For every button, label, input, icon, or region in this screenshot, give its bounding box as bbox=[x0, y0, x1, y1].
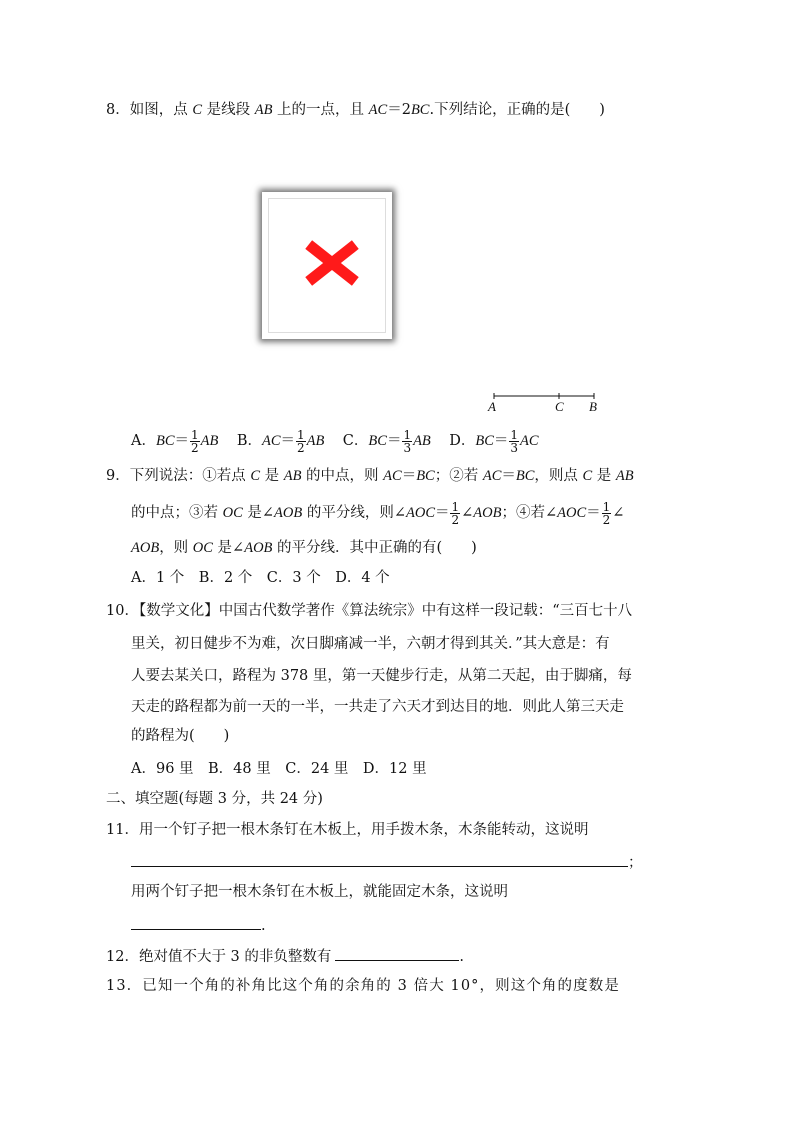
segment-figure bbox=[488, 390, 600, 404]
q11-line1: 11．用一个钉子把一根木条钉在木板上，用手拨木条，木条能转动，这说明 bbox=[106, 822, 589, 838]
q11-blank1-line: ； bbox=[131, 852, 643, 873]
q10-number: 10． bbox=[106, 603, 139, 619]
q12-line: 12．绝对值不大于 3 的非负整数有 . bbox=[106, 946, 464, 967]
q11-line2: 用两个钉子把一根木条钉在木板上，就能固定木条，这说明 bbox=[131, 884, 508, 900]
q13-number: 13． bbox=[106, 978, 143, 994]
option-d: D．BC＝ $\frac{1}{3}$ AC bbox=[449, 427, 539, 455]
q8-stem: 8．如图，点 C 是线段 AB 上的一点，且 AC＝2BC.下列结论，正确的是( ) bbox=[106, 102, 605, 118]
q10-line5: 的路程为( ) bbox=[131, 728, 230, 744]
q10-line2: 里关，初日健步不为难，次日脚痛减一半，六朝才得到其关．”其大意是：有 bbox=[131, 636, 610, 652]
q11-number: 11． bbox=[106, 822, 139, 838]
q9-line2: 的中点；③若 OC 是∠AOB 的平分线，则∠AOC＝ $\frac{1}{2}$ ∠AOB；④若∠AOC＝ $\frac{1}{2}$ ∠ bbox=[131, 499, 625, 527]
q10-line1: 10．【数学文化】中国古代数学著作《算法统宗》中有这样一段记载：“三百七十八 bbox=[106, 603, 633, 619]
q8-options bbox=[131, 428, 539, 454]
q11-blank2-line: . bbox=[131, 915, 266, 936]
section-title: 二、填空题(每题 3 分，共 24 分) bbox=[106, 791, 323, 807]
q12-number: 12． bbox=[106, 949, 139, 965]
q10-line3: 人要去某关口，路程为 378 里，第一天健步行走，从第二天起，由于脚痛，每 bbox=[131, 668, 632, 684]
option-a: A．BC＝ $\frac{1}{2}$ AB bbox=[131, 427, 219, 455]
option-c: C．BC＝ $\frac{1}{3}$ AB bbox=[342, 427, 431, 455]
q10-options: A．96 里 B．48 里 C．24 里 D．12 里 bbox=[131, 761, 427, 777]
q9-number: 9． bbox=[106, 468, 130, 484]
answer-blank-3[interactable] bbox=[335, 946, 459, 961]
q10-line4: 天走的路程都为前一天的一半，一共走了六天才到达目的地．则此人第三天走 bbox=[131, 699, 624, 715]
q9-line3: AOB，则 OC 是∠AOB 的平分线．其中正确的有( ) bbox=[131, 540, 477, 556]
answer-blank-2[interactable] bbox=[131, 915, 261, 930]
point-label-c: C bbox=[555, 399, 564, 414]
broken-image-x-icon bbox=[269, 199, 385, 332]
point-label-a: A bbox=[488, 399, 496, 414]
answer-blank-1[interactable] bbox=[131, 852, 628, 867]
q13-line: 13．已知一个角的补角比这个角的余角的 3 倍大 10°，则这个角的度数是 bbox=[106, 978, 620, 994]
point-label-b: B bbox=[589, 399, 597, 414]
q9-options: A．1 个 B．2 个 C．3 个 D．4 个 bbox=[131, 570, 390, 586]
q9-line1: 9．下列说法：①若点 C 是 AB 的中点，则 AC＝BC；②若 AC＝BC，则点 C 是 AB bbox=[106, 468, 634, 484]
broken-image-placeholder bbox=[262, 192, 392, 339]
q8-number: 8． bbox=[106, 102, 130, 118]
option-b: B．AC＝ $\frac{1}{2}$ AB bbox=[236, 427, 325, 455]
